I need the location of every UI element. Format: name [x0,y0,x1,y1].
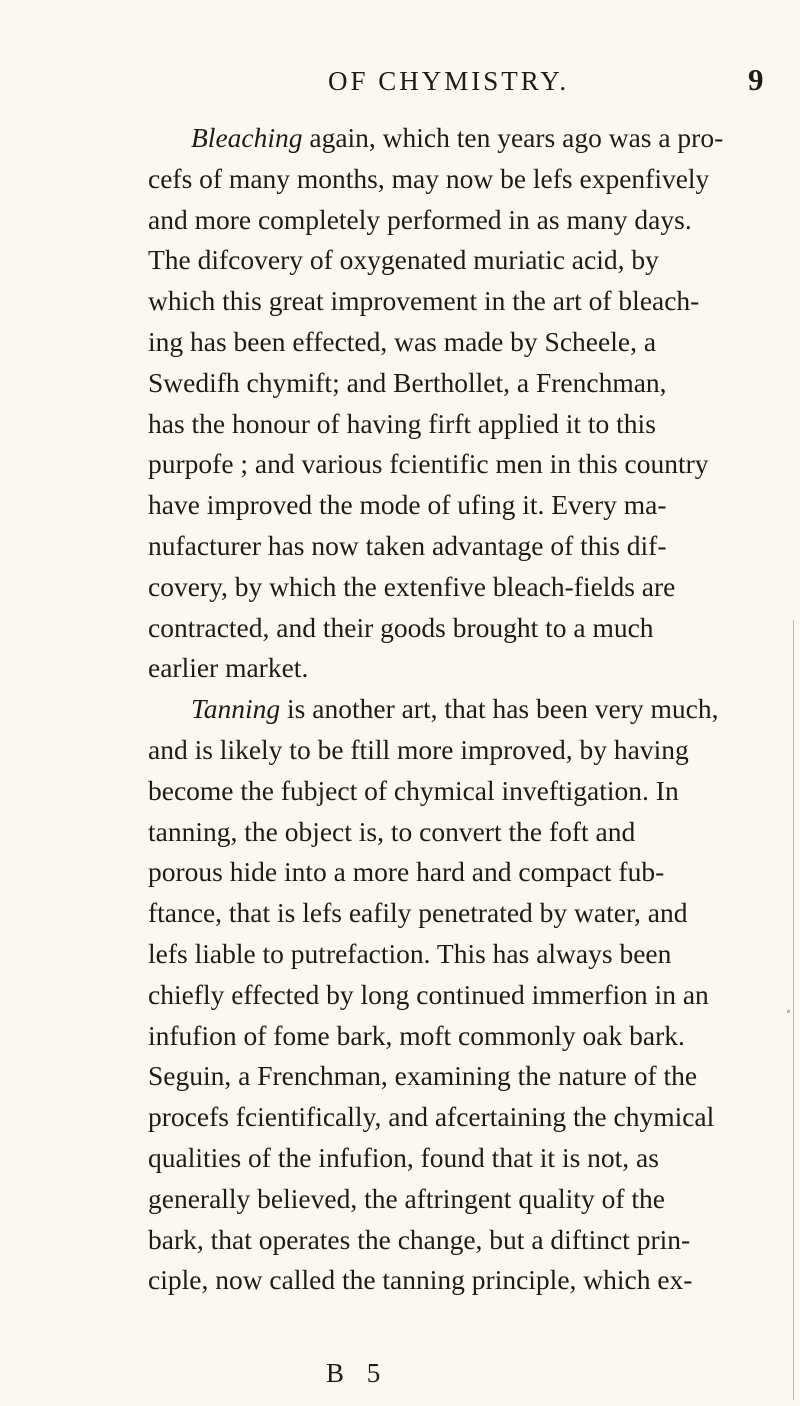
text-line: covery, by which the extenfive bleach-fields are [148,570,676,602]
text-line: ing has been effected, was made by Scheele, a [148,325,657,357]
tanning-term: Tanning [191,693,281,725]
text-line: purpofe ; and various fcientific men in this country [148,448,709,480]
running-head-title: OF CHYMISTRY. [328,66,570,96]
text-line: again, which ten years ago was a pro- [302,122,724,153]
text-line: and more completely performed in as many days. [148,203,692,235]
bleaching-term: Bleaching [191,122,303,153]
signature-mark: B 5 [326,1358,389,1388]
text-line: bark, that operates the change, but a diftinct prin- [148,1223,691,1255]
text-line: Swedifh chymift; and Berthollet, a Frenchman, [148,366,667,398]
text-line: qualities of the infufion, found that it is not, as [148,1141,659,1173]
text-line: ciple, now called the tanning principle, which ex- [148,1264,693,1296]
text-line: ftance, that is lefs eafily penetrated by water, and [148,897,688,929]
text-line: nufacturer has now taken advantage of this dif- [148,529,667,561]
text-line: is another art, that has been very much, [280,693,719,725]
text-line: lefs liable to putrefaction. This has always been [148,937,672,969]
text-line: contracted, and their goods brought to a much [148,611,654,643]
text-line: procefs fcientifically, and afcertaining the chymical [148,1101,715,1133]
text-line: and is likely to be ftill more improved, by having [148,733,689,765]
text-line: earlier market. [148,652,309,684]
text-line: has the honour of having firft applied it to this [148,407,656,439]
page-number: 9 [748,62,764,97]
text-line: porous hide into a more hard and compact fub- [148,856,665,888]
text-line: generally believed, the aftringent quality of the [148,1182,665,1214]
text-line: become the fubject of chymical inveftigation. In [148,774,679,806]
paragraph-bleaching-first-line [148,118,768,159]
text-line: Seguin, a Frenchman, examining the nature of the [148,1060,698,1092]
text-line: have improved the mode of ufing it. Every ma- [148,489,667,521]
text-line: which this great improvement in the art of bleach- [148,285,700,317]
text-line: cefs of many months, may now be lefs expenfively [148,162,710,194]
running-head [0,62,800,106]
margin-dot [787,1010,790,1013]
text-line: infufion of fome bark, moft commonly oak bark. [148,1019,685,1051]
text-line: The difcovery of oxygenated muriatic acid, by [148,244,659,276]
margin-rule [793,620,794,1400]
body-text [148,118,768,1301]
text-line: tanning, the object is, to convert the foft and [148,815,636,847]
text-line: chiefly effected by long continued immerfion in an [148,978,709,1010]
paragraph-tanning-first-line [148,689,768,730]
